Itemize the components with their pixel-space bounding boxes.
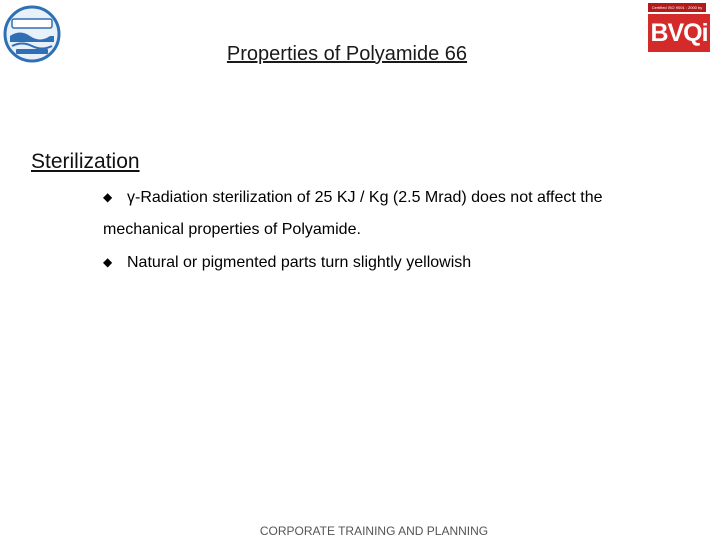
- bullet-2-text: Natural or pigmented parts turn slightly yellowish: [127, 254, 472, 271]
- bvqi-brand-mark: BVQi: [648, 14, 710, 52]
- section-heading: Sterilization: [31, 150, 140, 173]
- bullet-1-text-line2: mechanical properties of Polyamide.: [103, 221, 361, 238]
- slide-title: Properties of Polyamide 66: [226, 43, 468, 65]
- bullet-1-text-line1: γ-Radiation sterilization of 25 KJ / Kg (2.5 Mrad) does not affect the: [127, 189, 603, 206]
- bullet-item-2: [103, 252, 471, 273]
- bullet-item-1: [103, 187, 603, 208]
- certification-strip: Certified ISO 9001 : 2000 by: [648, 3, 706, 12]
- diamond-bullet-icon: ◆: [103, 190, 113, 204]
- footer-text: CORPORATE TRAINING AND PLANNING: [259, 524, 489, 538]
- diamond-bullet-icon: ◆: [103, 255, 113, 269]
